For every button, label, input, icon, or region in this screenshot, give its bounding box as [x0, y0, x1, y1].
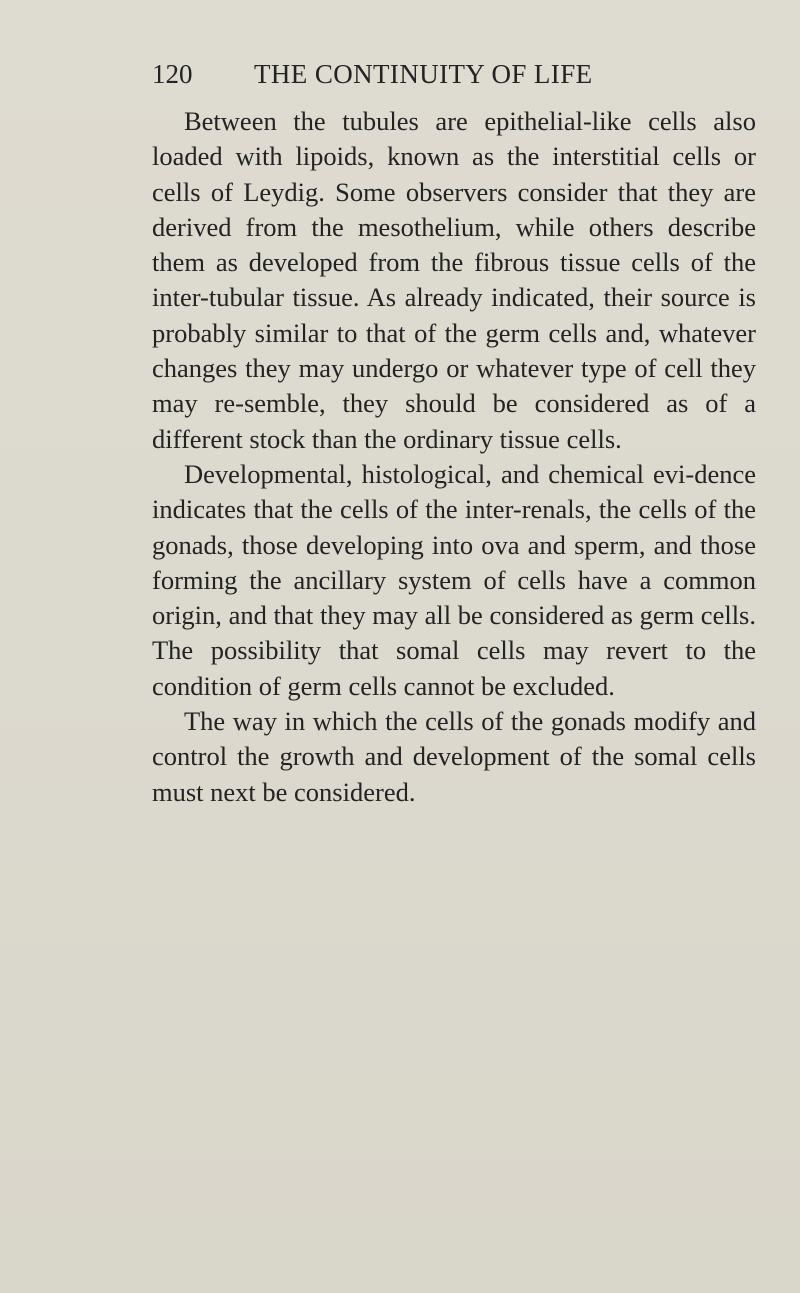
paragraph-leydig-cells: Between the tubules are epithelial-like cells also loaded with lipoids, known as the interstitial cells or cells of Leydig. Some observers consider that they are derived from the mesothelium, while others describe them as developed from the fibrous tissue cells of the inter-tubular tissue. As already indicated, their source is probably similar to that of the germ cells and, whatever changes they may undergo or whatever type of cell they may re-semble, they should be considered as of a different stock than the ordinary tissue cells. [152, 106, 756, 454]
page-number: 120 [152, 59, 193, 89]
running-head [152, 57, 762, 91]
running-title: THE CONTINUITY OF LIFE [254, 59, 593, 89]
body-text [152, 104, 756, 810]
paragraph-germ-cell-origin: Developmental, histological, and chemical evi-dence indicates that the cells of the inter-renals, the cells of the gonads, those developing into ova and sperm, and those forming the ancillary system of cells have a common origin, and that they may all be considered as germ cells. The possibility that somal cells may revert to the condition of germ cells cannot be excluded. [152, 458, 756, 701]
paragraph-gonad-control: The way in which the cells of the gonads modify and control the growth and development of the somal cells must next be considered. [152, 706, 756, 807]
